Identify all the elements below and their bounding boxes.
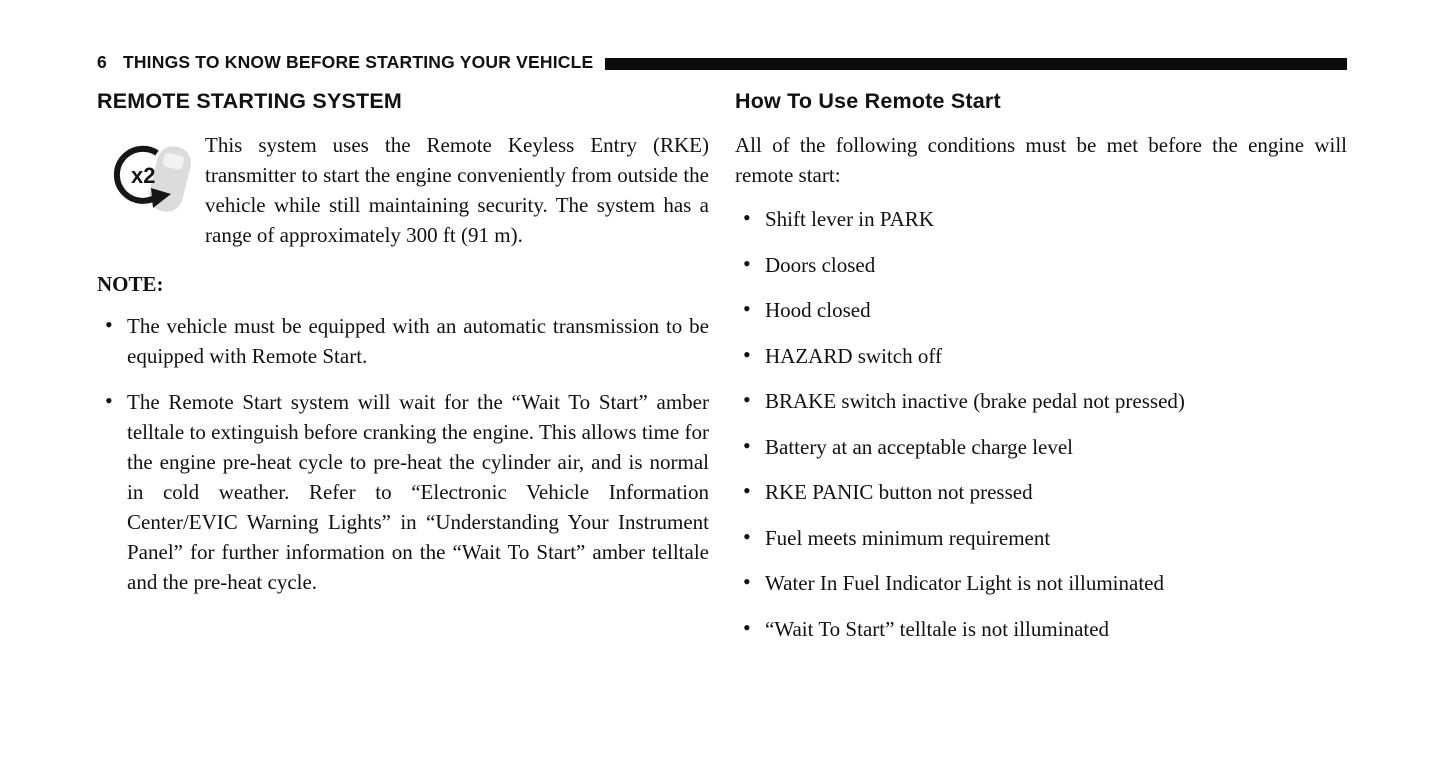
section-heading-how-to-use-remote-start: How To Use Remote Start [735,89,1001,113]
condition-item: • BRAKE switch inactive (brake pedal not pressed) [765,386,1347,416]
condition-item: • HAZARD switch off [765,341,1347,371]
intro-text: This system uses the Remote Keyless Entry (RKE) transmitter to start the engine conveniently from outside the vehicle while still maintaining security. The system has a range of approximately 300 ft (91 m). [205,133,709,247]
condition-item: • Battery at an acceptable charge level [765,432,1347,462]
note-item: • The Remote Start system will wait for the “Wait To Start” amber telltale to extinguish before cranking the engine. This allows time for the engine pre-heat cycle to pre-heat the cylinder air, and is normal in cold weather. Refer to “Electronic Vehicle Information Center/EVIC Warning Lights” in “Understanding Your Instrument Panel” for further information on the “Wait To Start” amber telltale and the pre-heat cycle. [127,387,709,597]
section-heading-remote-starting-system: REMOTE STARTING SYSTEM [97,89,403,113]
condition-item: • RKE PANIC button not pressed [765,477,1347,507]
remote-start-x2-key-fob-icon [97,130,205,248]
running-title: THINGS TO KNOW BEFORE STARTING YOUR VEHICLE [122,52,594,72]
condition-item: • Fuel meets minimum requirement [765,523,1347,553]
left-column [97,89,709,659]
conditions-intro: All of the following conditions must be met before the engine will remote start: [735,133,1347,187]
running-header [97,52,1347,73]
conditions-list [735,204,1347,644]
svg-text:x2: x2 [131,163,156,188]
page-number: 6 [97,52,107,72]
right-column [735,89,1347,659]
two-column-layout [97,89,1347,659]
condition-item: • Doors closed [765,250,1347,280]
intro-paragraph [97,130,709,250]
condition-item: • Water In Fuel Indicator Light is not illuminated [765,568,1347,598]
condition-item: • “Wait To Start” telltale is not illuminated [765,614,1347,644]
condition-item: • Hood closed [765,295,1347,325]
note-label: NOTE: [97,272,164,296]
condition-item: • Shift lever in PARK [765,204,1347,234]
header-rule-bar [605,58,1347,70]
note-list [97,311,709,597]
note-item: • The vehicle must be equipped with an automatic transmission to be equipped with Remote Start. [127,311,709,371]
